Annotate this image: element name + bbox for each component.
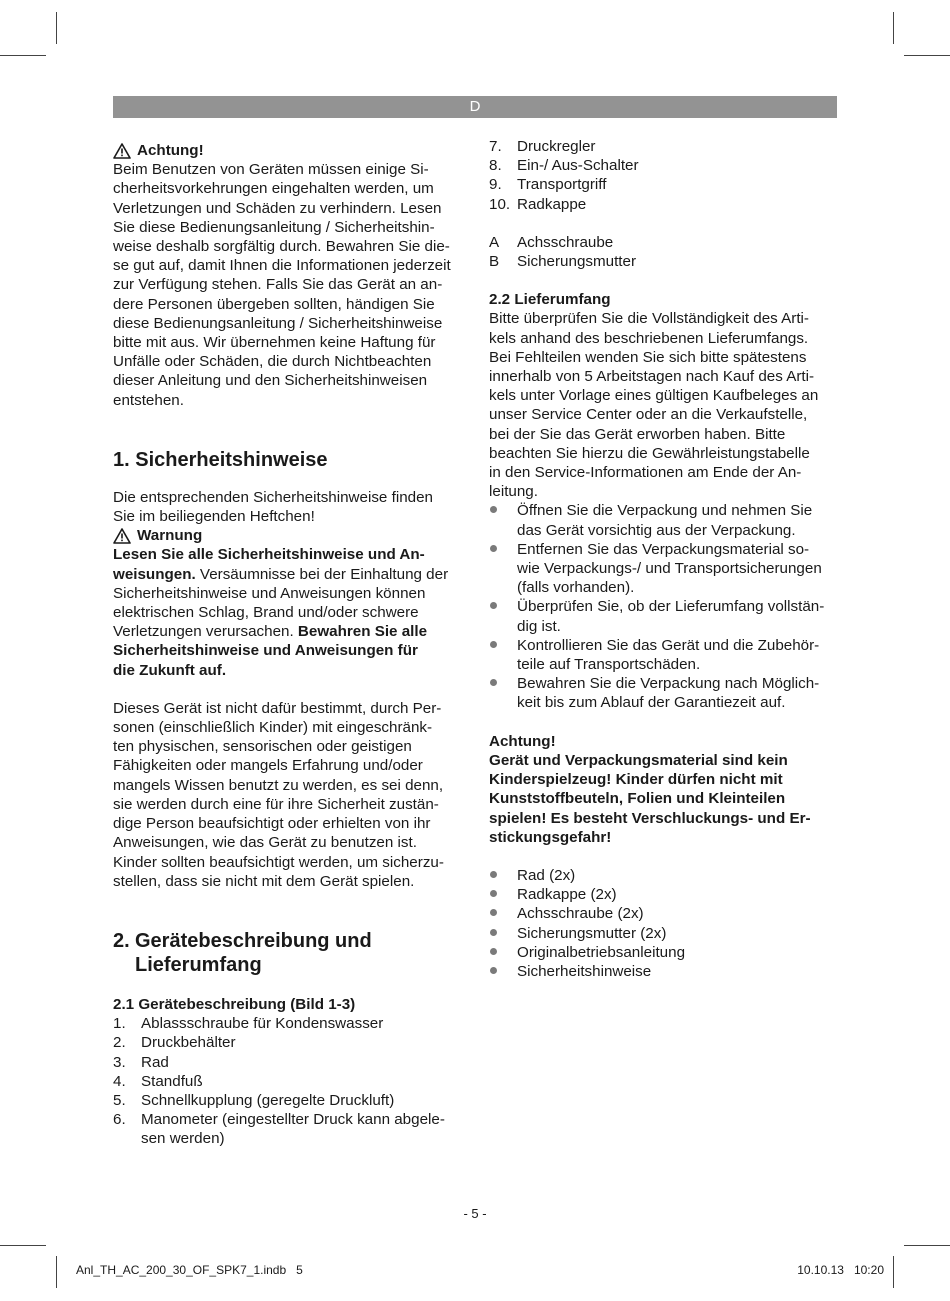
bullet-dot xyxy=(489,924,517,943)
item-text: Druckregler xyxy=(517,138,596,155)
achtung-paragraph xyxy=(113,160,463,410)
warnung-paragraph xyxy=(113,545,463,679)
text-line: Überprüfen Sie, ob der Lieferumfang vollstän- xyxy=(517,598,825,616)
list-item xyxy=(489,195,839,214)
text-line: dieser Anleitung und den Sicherheitshinweisen xyxy=(113,372,428,390)
item-number: 5. xyxy=(113,1091,126,1109)
footer-file-name: Anl_TH_AC_200_30_OF_SPK7_1.indb 5 xyxy=(76,1263,303,1277)
left-column xyxy=(113,141,463,1149)
item-text: Radkappe (2x) xyxy=(517,886,617,904)
bullet-dot xyxy=(489,501,517,539)
sub22-heading: 2.2 Lieferumfang xyxy=(489,291,611,309)
text-line: Kontrollieren Sie das Gerät und die Zubehör- xyxy=(517,636,820,654)
text-line: bitte mit aus. Wir übernehmen keine Haftung für xyxy=(113,334,436,352)
text-line: Sie im beiliegenden Heftchen! xyxy=(113,508,315,526)
bullet-dot xyxy=(489,885,517,904)
bullet-dot xyxy=(489,904,517,923)
text-line: kels unter Vorlage eines gültigen Kaufbeleges an xyxy=(489,387,819,405)
list-item xyxy=(113,1091,463,1110)
text-line: mangels Wissen benutzt zu werden, es sei denn, xyxy=(113,776,444,794)
text-line: kels anhand des beschriebenen Lieferumfangs. xyxy=(489,329,809,347)
text-line: sie werden durch eine für ihre Sicherheit zustän- xyxy=(113,795,439,813)
bullet-item xyxy=(489,674,839,712)
item-text: Transportgriff xyxy=(517,176,607,194)
item-number: 1. xyxy=(113,1015,126,1033)
warning-triangle-icon xyxy=(113,143,131,159)
list-item xyxy=(113,1014,463,1033)
spacer xyxy=(113,953,135,977)
section1-intro xyxy=(113,488,463,526)
item-text: Rad xyxy=(141,1053,169,1071)
text-line: Kunststoffbeuteln, Folien und Kleinteilen xyxy=(489,790,786,808)
bullet-dot xyxy=(489,674,517,712)
text-line: Verletzungen und Schäden zu verhindern. Lesen xyxy=(113,199,442,217)
item-number: 2. xyxy=(113,1034,126,1052)
text-line: ten physischen, sensorischen oder geistigen xyxy=(113,738,412,756)
text-line: weise deshalb sorgfältig durch. Bewahren Sie die- xyxy=(113,238,450,256)
list-item-continuation xyxy=(113,1129,463,1148)
bullet-item xyxy=(489,924,839,943)
text-line: Sicherheitshinweise und Anweisungen können xyxy=(113,584,426,602)
text-line: Anweisungen, wie das Gerät zu benutzen ist. xyxy=(113,834,417,852)
item-number: 3. xyxy=(113,1053,126,1071)
text-line: Fähigkeiten oder mangels Erfahrung und/oder xyxy=(113,757,423,775)
item-text: Sicherheitshinweise xyxy=(517,962,652,980)
bullet-item xyxy=(489,943,839,962)
text-line: Sicherheitshinweise und Anweisungen für xyxy=(113,642,418,660)
text-line: beachten Sie hierzu die Gewährleistungstabelle xyxy=(489,444,810,462)
item-text: Ablassschraube für Kondenswasser xyxy=(141,1015,384,1033)
bullet-item xyxy=(489,885,839,904)
text-line: Dieses Gerät ist nicht dafür bestimmt, durch Per- xyxy=(113,699,442,717)
list-item xyxy=(489,137,839,156)
text-line: se gut auf, damit Ihnen die Informationen jederzeit xyxy=(113,257,451,275)
item-number: 9. xyxy=(489,176,502,194)
text-line: wie Verpackungs-/ und Transportsicherungen xyxy=(517,560,822,578)
parts-list-cont xyxy=(489,137,839,214)
list-item xyxy=(113,1110,463,1129)
sub21-heading: 2.1 Gerätebeschreibung (Bild 1-3) xyxy=(113,995,356,1013)
crop-mark xyxy=(56,12,57,44)
section2-heading xyxy=(113,929,463,977)
text-line: bei der Sie das Gerät erworben haben. Bitte xyxy=(489,425,786,443)
item-text: Ein-/ Aus-Schalter xyxy=(517,157,639,175)
spacer xyxy=(113,1129,141,1148)
sub22-paragraph xyxy=(489,309,839,501)
text-line: Unfälle oder Schäden, die durch Nichtbeachten xyxy=(113,353,432,371)
achtung-heading xyxy=(113,141,463,160)
section1-heading: 1. Sicherheitshinweise xyxy=(113,448,328,471)
language-code: D xyxy=(469,98,481,115)
item-text: Standfuß xyxy=(141,1072,203,1090)
text-line: (falls vorhanden). xyxy=(517,579,635,597)
bullet-dot xyxy=(489,636,517,674)
item-text: Achsschraube xyxy=(517,233,614,251)
bold-text: weisungen. xyxy=(113,565,196,583)
text-line: dige Person beaufsichtigt oder erhielten von ihr xyxy=(113,815,431,833)
text-line: elektrischen Schlag, Brand und/oder schwere xyxy=(113,604,419,622)
item-text: Originalbetriebsanleitung xyxy=(517,943,686,961)
section2-number: 2. xyxy=(113,929,130,952)
text-line: Bei Fehlteilen wenden Sie sich bitte spätestens xyxy=(489,348,807,366)
footer-date: 10.10.13 10:20 xyxy=(797,1263,884,1277)
bullet-item xyxy=(489,501,839,539)
crop-mark xyxy=(0,1245,46,1246)
text-line: das Gerät vorsichtig aus der Verpackung. xyxy=(517,521,796,539)
parts-list xyxy=(113,1014,463,1148)
text-line: Bitte überprüfen Sie die Vollständigkeit des Arti- xyxy=(489,310,809,328)
list-item xyxy=(113,1072,463,1091)
bullet-item xyxy=(489,636,839,674)
item-number: 10. xyxy=(489,195,511,213)
warnung-heading xyxy=(113,526,463,545)
warning-triangle-icon xyxy=(113,528,131,544)
list-item xyxy=(489,175,839,194)
item-text: Radkappe xyxy=(517,195,587,213)
crop-mark xyxy=(0,55,46,56)
list-item xyxy=(113,1033,463,1052)
text-line: Achtung! xyxy=(489,732,556,750)
item-text: Schnellkupplung (geregelte Druckluft) xyxy=(141,1091,395,1109)
crop-mark xyxy=(904,1245,950,1246)
warnung-title: Warnung xyxy=(137,527,203,545)
list-item xyxy=(489,252,839,271)
right-column xyxy=(489,137,839,981)
item-text: sen werden) xyxy=(141,1130,225,1148)
text-line: cherheitsvorkehrungen eingehalten werden, um xyxy=(113,180,434,198)
text-line: Kinder sollten beaufsichtigt werden, um sicherzu- xyxy=(113,853,444,871)
bullet-dot xyxy=(489,943,517,962)
item-number: 8. xyxy=(489,157,502,175)
text-line: in den Service-Informationen am Ende der An- xyxy=(489,464,802,482)
text-line: leitung. xyxy=(489,483,538,501)
delivery-list xyxy=(489,866,839,981)
text-line: die Zukunft auf. xyxy=(113,661,227,679)
text-line: innerhalb von 5 Arbeitstagen nach Kauf des Arti- xyxy=(489,368,815,386)
text-line: Öffnen Sie die Verpackung und nehmen Sie xyxy=(517,502,813,520)
text-line: dere Personen übergeben sollten, händigen Sie xyxy=(113,295,435,313)
text-line: Bewahren Sie die Verpackung nach Möglich- xyxy=(517,675,820,693)
crop-mark xyxy=(56,1256,57,1288)
text-line: unser Service Center oder an die Verkaufstelle, xyxy=(489,406,808,424)
bullet-item xyxy=(489,597,839,635)
bold-text: Bewahren Sie alle xyxy=(297,623,428,641)
list-item xyxy=(113,1053,463,1072)
item-text: Sicherungsmutter xyxy=(517,253,637,271)
text-line: Lesen Sie alle Sicherheitshinweise und An- xyxy=(113,546,425,564)
list-item xyxy=(489,233,839,252)
text-line: diese Bedienungsanleitung / Sicherheitshinweise xyxy=(113,314,443,332)
list-item xyxy=(489,156,839,175)
bullet-dot xyxy=(489,540,517,598)
item-text: Achsschraube (2x) xyxy=(517,905,644,923)
text-line: Gerät und Verpackungsmaterial sind kein xyxy=(489,751,788,769)
text-line: teile auf Transportschäden. xyxy=(517,656,701,674)
achtung2-paragraph xyxy=(489,732,839,847)
item-text: Druckbehälter xyxy=(141,1034,236,1052)
bullet-item xyxy=(489,866,839,885)
bullet-dot xyxy=(489,866,517,885)
bullet-item xyxy=(489,962,839,981)
text: Verletzungen verursachen. xyxy=(113,623,298,641)
text-line: keit bis zum Ablauf der Garantiezeit auf. xyxy=(517,694,786,712)
achtung-title: Achtung! xyxy=(137,142,204,159)
letters-list xyxy=(489,233,839,271)
crop-mark xyxy=(893,12,894,44)
bullet-dot xyxy=(489,962,517,981)
item-letter: A xyxy=(489,233,500,251)
item-number: 4. xyxy=(113,1072,126,1090)
text-line: entstehen. xyxy=(113,391,184,409)
item-number: 6. xyxy=(113,1111,126,1129)
device-paragraph xyxy=(113,699,463,891)
section2-title-line: Lieferumfang xyxy=(135,953,262,976)
text-line: spielen! Es besteht Verschluckungs- und Er- xyxy=(489,809,811,827)
bullet-list xyxy=(489,501,839,712)
text-line: Entfernen Sie das Verpackungsmaterial so- xyxy=(517,540,810,558)
text-line: zur Verfügung stehen. Falls Sie das Gerät an an- xyxy=(113,276,443,294)
item-text: Sicherungsmutter (2x) xyxy=(517,924,667,942)
section2-title-line: Gerätebeschreibung und xyxy=(135,929,372,952)
crop-mark xyxy=(893,1256,894,1288)
item-text: Rad (2x) xyxy=(517,866,576,884)
text-line: stellen, dass sie nicht mit dem Gerät spielen. xyxy=(113,872,415,890)
text-line: Sie diese Bedienungsanleitung / Sicherheitshin- xyxy=(113,218,435,236)
text-line: Beim Benutzen von Geräten müssen einige Si- xyxy=(113,161,429,179)
page-number: - 5 - xyxy=(463,1206,487,1221)
item-text: Manometer (eingestellter Druck kann abgele- xyxy=(141,1111,445,1129)
text-line: stickungsgefahr! xyxy=(489,828,612,846)
text-line: dig ist. xyxy=(517,617,561,635)
text: Versäumnisse bei der Einhaltung der xyxy=(195,565,449,583)
text-line xyxy=(113,622,463,641)
bullet-item xyxy=(489,904,839,923)
item-number: 7. xyxy=(489,138,502,155)
language-header-bar xyxy=(113,96,837,118)
crop-mark xyxy=(904,55,950,56)
text-line: sonen (einschließlich Kinder) mit eingeschränk- xyxy=(113,719,433,737)
item-letter: B xyxy=(489,253,500,271)
bullet-item xyxy=(489,540,839,598)
bullet-dot xyxy=(489,597,517,635)
text-line: Die entsprechenden Sicherheitshinweise finden xyxy=(113,488,433,506)
text-line xyxy=(113,565,463,584)
text-line: Kinderspielzeug! Kinder dürfen nicht mit xyxy=(489,771,783,789)
